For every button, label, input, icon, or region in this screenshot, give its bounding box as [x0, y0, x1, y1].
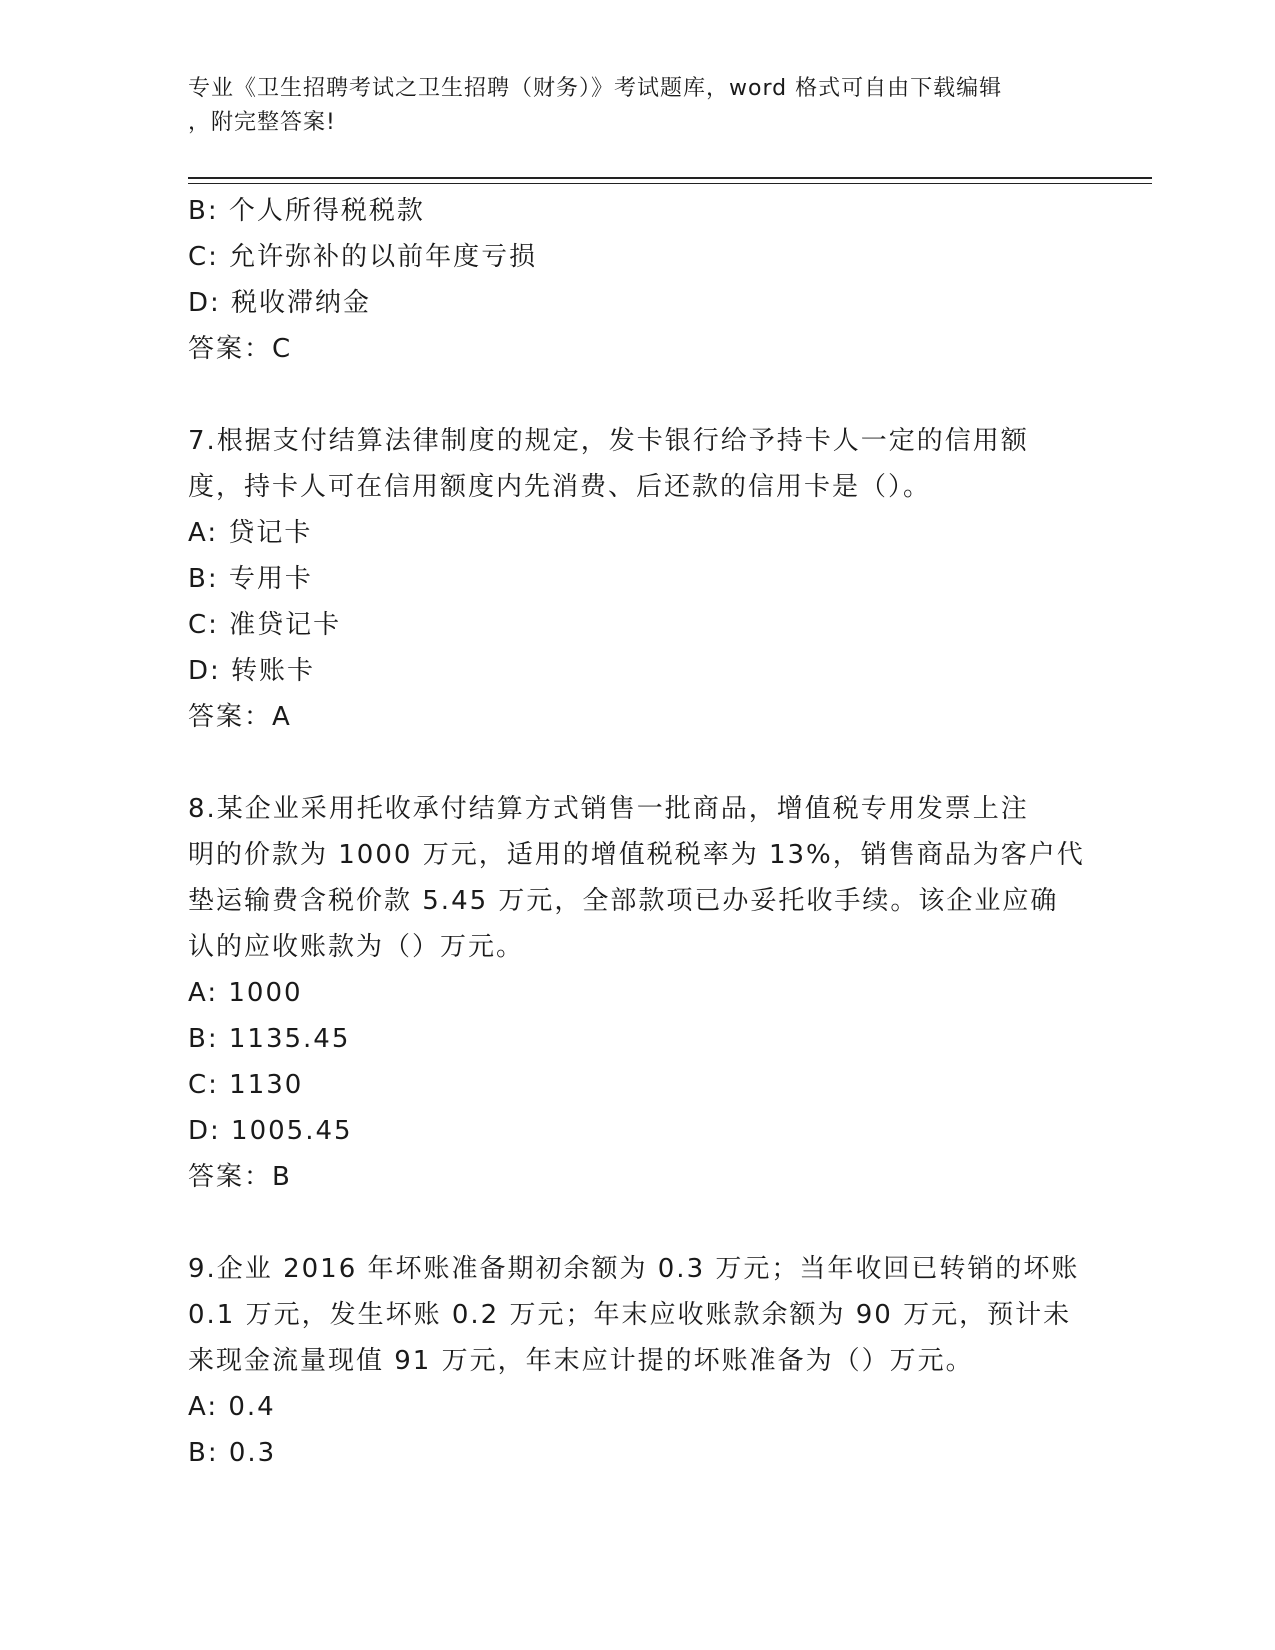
question-stem-line: 8.某企业采用托收承付结算方式销售一批商品，增值税专用发票上注 — [188, 794, 1029, 824]
option-b: B: 专用卡 — [188, 564, 313, 594]
document-header — [188, 72, 1088, 140]
option-b: B: 1135.45 — [188, 1024, 351, 1054]
answer-line: 答案：B — [188, 1162, 292, 1192]
header-line-2: ，附完整答案! — [188, 110, 336, 135]
question-stem-line: 0.1 万元，发生坏账 0.2 万元；年末应收账款余额为 90 万元，预计未 — [188, 1300, 1072, 1330]
option-d: D: 税收滞纳金 — [188, 288, 372, 318]
option-b: B: 个人所得税税款 — [188, 196, 425, 226]
answer-line: 答案：A — [188, 702, 292, 732]
question-stem-line: 垫运输费含税价款 5.45 万元，全部款项已办妥托收手续。该企业应确 — [188, 886, 1059, 916]
option-a: A: 0.4 — [188, 1392, 276, 1422]
header-line-1: 专业《卫生招聘考试之卫生招聘（财务）》考试题库，word 格式可自由下载编辑 — [188, 76, 1003, 101]
option-d: D: 1005.45 — [188, 1116, 353, 1146]
question-8 — [188, 786, 1088, 1200]
question-stem-line: 明的价款为 1000 万元，适用的增值税税率为 13%，销售商品为客户代 — [188, 840, 1085, 870]
option-a: A: 贷记卡 — [188, 518, 313, 548]
question-stem-line: 7.根据支付结算法律制度的规定，发卡银行给予持卡人一定的信用额 — [188, 426, 1029, 456]
option-c: C: 准贷记卡 — [188, 610, 342, 640]
option-b: B: 0.3 — [188, 1438, 277, 1468]
question-stem-line: 度，持卡人可在信用额度内先消费、后还款的信用卡是（）。 — [188, 472, 932, 502]
option-c: C: 1130 — [188, 1070, 304, 1100]
header-divider-thin — [188, 183, 1152, 184]
header-divider-thick — [188, 177, 1152, 179]
question-stem-line: 来现金流量现值 91 万元，年末应计提的坏账准备为（）万元。 — [188, 1346, 974, 1376]
option-c: C: 允许弥补的以前年度亏损 — [188, 242, 538, 272]
question-6-tail — [188, 188, 1088, 372]
question-stem-line: 9.企业 2016 年坏账准备期初余额为 0.3 万元；当年收回已转销的坏账 — [188, 1254, 1080, 1284]
answer-line: 答案：C — [188, 334, 293, 364]
option-d: D: 转账卡 — [188, 656, 316, 686]
option-a: A: 1000 — [188, 978, 303, 1008]
question-9 — [188, 1246, 1088, 1476]
question-stem-line: 认的应收账款为（）万元。 — [188, 932, 525, 962]
question-list — [188, 188, 1088, 1476]
question-7 — [188, 418, 1088, 740]
